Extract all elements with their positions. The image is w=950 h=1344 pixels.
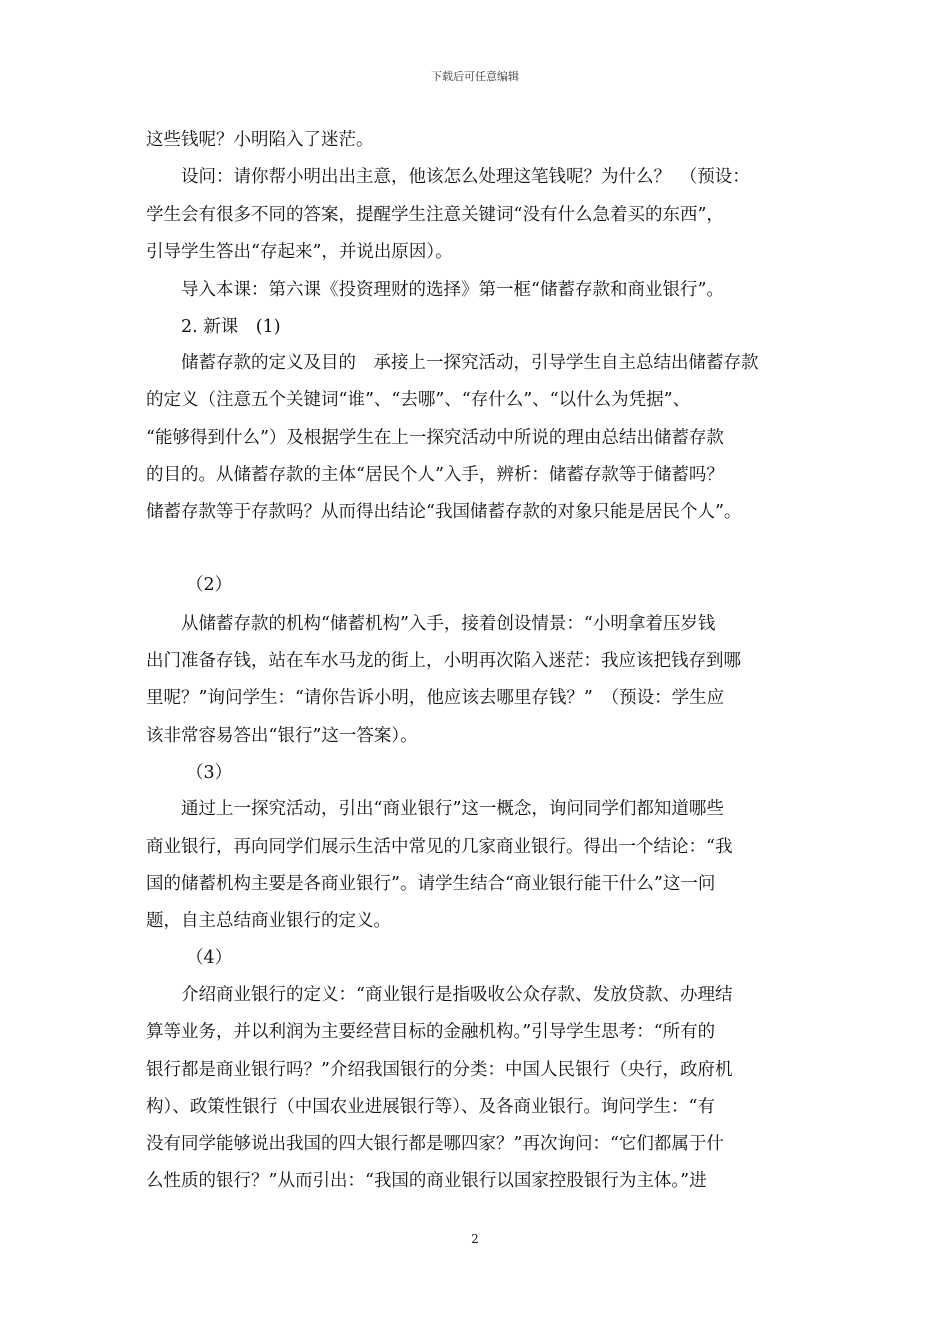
section-heading: 2. 新课 (1) xyxy=(181,317,281,337)
text-line: 的目的。从储蓄存款的主体“居民个人”入手，辨析：储蓄存款等于储蓄吗？ xyxy=(146,465,724,485)
section-heading: （3） xyxy=(186,763,233,783)
text-line: 通过上一探究活动，引出“商业银行”这一概念，询问同学们都知道哪些 xyxy=(181,799,724,819)
section-heading: （2） xyxy=(186,575,233,595)
section-heading: （4） xyxy=(186,948,233,968)
text-line: 导入本课：第六课《投资理财的选择》第一框“储蓄存款和商业银行”。 xyxy=(181,280,724,300)
text-line: 这些钱呢？小明陷入了迷茫。 xyxy=(146,130,374,150)
text-line: 储蓄存款等于存款吗？从而得出结论“我国储蓄存款的对象只能是居民个人”。 xyxy=(146,502,742,522)
text-line: 没有同学能够说出我国的四大银行都是哪四家？”再次询问：“它们都属于什 xyxy=(146,1134,724,1154)
text-line: 介绍商业银行的定义：“商业银行是指吸收公众存款、发放贷款、办理结 xyxy=(181,985,733,1005)
text-line: 引导学生答出“存起来”，并说出原因）。 xyxy=(146,242,453,262)
page-number: 2 xyxy=(471,1232,479,1246)
text-line: “能够得到什么”）及根据学生在上一探究活动中所说的理由总结出储蓄存款 xyxy=(146,428,724,448)
text-line: 国的储蓄机构主要是各商业银行”。请学生结合“商业银行能干什么”这一问 xyxy=(146,874,716,894)
text-line: 里呢？”询问学生：“请你告诉小明，他应该去哪里存钱？” （预设：学生应 xyxy=(146,688,725,708)
text-line: 题，自主总结商业银行的定义。 xyxy=(146,911,391,931)
text-line: 从储蓄存款的机构“储蓄机构”入手，接着创设情景：“小明拿着压岁钱 xyxy=(181,614,716,634)
text-line: 么性质的银行？”从而引出：“我国的商业银行以国家控股银行为主体。”进 xyxy=(146,1171,707,1191)
text-line: 的定义（注意五个关键词“谁”、“去哪”、“存什么”、“以什么为凭据”、 xyxy=(146,390,691,410)
text-line: 出门准备存钱，站在车水马龙的街上，小明再次陷入迷茫：我应该把钱存到哪 xyxy=(146,651,741,671)
text-line: 银行都是商业银行吗？”介绍我国银行的分类：中国人民银行（央行，政府机 xyxy=(146,1060,733,1080)
text-line: 构）、政策性银行（中国农业进展银行等）、及各商业银行。询问学生：“有 xyxy=(146,1097,715,1117)
text-line: 储蓄存款的定义及目的 承接上一探究活动，引导学生自主总结出储蓄存款 xyxy=(181,353,759,373)
text-line: 学生会有很多不同的答案，提醒学生注意关键词“没有什么急着买的东西”， xyxy=(146,205,724,225)
page-header: 下载后可任意编辑 xyxy=(431,70,519,83)
text-line: 算等业务，并以利润为主要经营目标的金融机构。”引导学生思考：“所有的 xyxy=(146,1022,716,1042)
text-line: 商业银行，再向同学们展示生活中常见的几家商业银行。得出一个结论：“我 xyxy=(146,837,733,857)
text-line: 设问：请你帮小明出出主意，他该怎么处理这笔钱呢？为什么？ （预设： xyxy=(181,167,750,187)
text-line: 该非常容易答出“银行”这一答案）。 xyxy=(146,726,418,746)
